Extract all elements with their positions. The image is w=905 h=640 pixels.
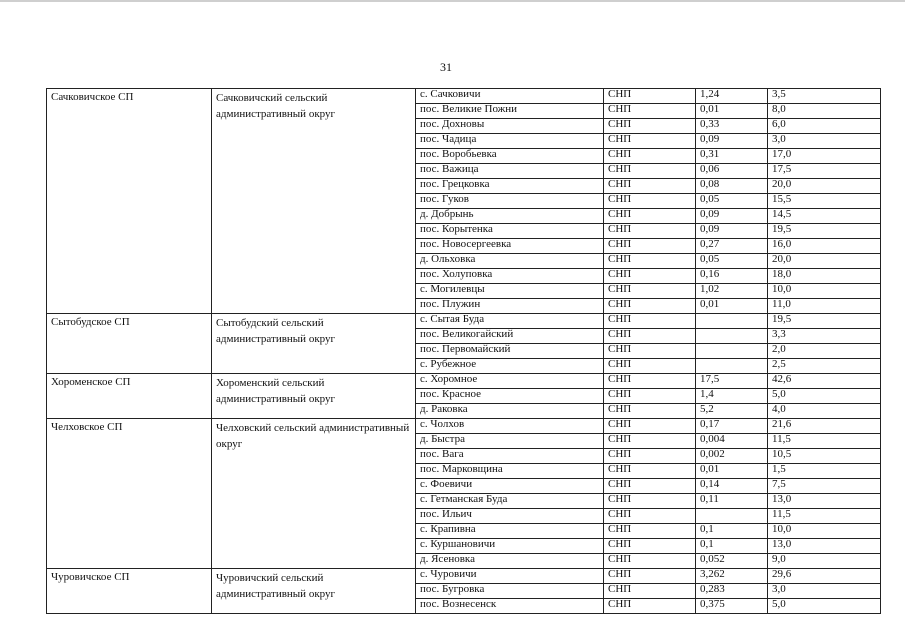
settlement-type-cell: СНП xyxy=(604,89,696,104)
settlement-type-cell: СНП xyxy=(604,374,696,389)
settlement-name-cell: с. Сытая Буда xyxy=(416,314,604,329)
district-name-cell: Хороменский сельский административный округ xyxy=(212,374,416,419)
value-2-cell: 15,5 xyxy=(768,194,881,209)
value-1-cell: 0,11 xyxy=(696,494,768,509)
sp-name-cell: Сытобудское СП xyxy=(47,314,212,374)
value-1-cell: 0,08 xyxy=(696,179,768,194)
settlement-type-cell: СНП xyxy=(604,254,696,269)
settlement-name-cell: с. Рубежное xyxy=(416,359,604,374)
settlement-name-cell: пос. Первомайский xyxy=(416,344,604,359)
settlement-name-cell: д. Ясеновка xyxy=(416,554,604,569)
settlement-name-cell: пос. Важица xyxy=(416,164,604,179)
value-1-cell: 0,375 xyxy=(696,599,768,614)
value-1-cell: 0,33 xyxy=(696,119,768,134)
table-row xyxy=(47,314,881,329)
district-name-cell: Челховский сельский административный округ xyxy=(212,419,416,569)
value-1-cell: 0,002 xyxy=(696,449,768,464)
value-1-cell xyxy=(696,329,768,344)
value-1-cell: 17,5 xyxy=(696,374,768,389)
value-2-cell: 13,0 xyxy=(768,539,881,554)
settlement-name-cell: пос. Великие Пожни xyxy=(416,104,604,119)
sp-name-cell: Хороменское СП xyxy=(47,374,212,419)
table-row xyxy=(47,374,881,389)
value-2-cell: 11,0 xyxy=(768,299,881,314)
settlement-name-cell: с. Чуровичи xyxy=(416,569,604,584)
settlement-type-cell: СНП xyxy=(604,449,696,464)
settlement-type-cell: СНП xyxy=(604,419,696,434)
value-2-cell: 3,0 xyxy=(768,584,881,599)
value-1-cell: 0,09 xyxy=(696,209,768,224)
settlement-name-cell: пос. Воробьевка xyxy=(416,149,604,164)
sp-name-cell: Челховское СП xyxy=(47,419,212,569)
settlement-type-cell: СНП xyxy=(604,404,696,419)
value-1-cell: 0,16 xyxy=(696,269,768,284)
settlement-name-cell: пос. Марковщина xyxy=(416,464,604,479)
value-1-cell: 0,01 xyxy=(696,104,768,119)
settlement-name-cell: пос. Ильич xyxy=(416,509,604,524)
settlement-type-cell: СНП xyxy=(604,329,696,344)
value-1-cell: 0,09 xyxy=(696,224,768,239)
settlement-type-cell: СНП xyxy=(604,179,696,194)
value-2-cell: 3,3 xyxy=(768,329,881,344)
value-1-cell xyxy=(696,509,768,524)
settlement-name-cell: пос. Вознесенск xyxy=(416,599,604,614)
settlement-type-cell: СНП xyxy=(604,239,696,254)
table-row xyxy=(47,419,881,434)
value-2-cell: 20,0 xyxy=(768,179,881,194)
settlement-name-cell: пос. Грецковка xyxy=(416,179,604,194)
settlement-name-cell: пос. Бугровка xyxy=(416,584,604,599)
settlement-name-cell: с. Крапивна xyxy=(416,524,604,539)
settlement-type-cell: СНП xyxy=(604,584,696,599)
district-name-cell: Сытобудский сельский административный округ xyxy=(212,314,416,374)
settlement-type-cell: СНП xyxy=(604,209,696,224)
settlement-type-cell: СНП xyxy=(604,344,696,359)
settlement-name-cell: пос. Вага xyxy=(416,449,604,464)
value-2-cell: 21,6 xyxy=(768,419,881,434)
value-2-cell: 18,0 xyxy=(768,269,881,284)
settlement-type-cell: СНП xyxy=(604,599,696,614)
value-1-cell: 0,27 xyxy=(696,239,768,254)
settlement-name-cell: пос. Плужин xyxy=(416,299,604,314)
settlement-name-cell: с. Чолхов xyxy=(416,419,604,434)
value-2-cell: 17,0 xyxy=(768,149,881,164)
value-2-cell: 3,0 xyxy=(768,134,881,149)
sp-name-cell: Чуровичское СП xyxy=(47,569,212,614)
district-name-cell: Сачковичский сельский административный округ xyxy=(212,89,416,314)
value-1-cell: 0,05 xyxy=(696,194,768,209)
settlement-type-cell: СНП xyxy=(604,359,696,374)
settlement-type-cell: СНП xyxy=(604,284,696,299)
value-1-cell: 0,052 xyxy=(696,554,768,569)
value-1-cell: 1,02 xyxy=(696,284,768,299)
settlement-type-cell: СНП xyxy=(604,134,696,149)
value-1-cell: 3,262 xyxy=(696,569,768,584)
settlement-type-cell: СНП xyxy=(604,434,696,449)
settlement-type-cell: СНП xyxy=(604,164,696,179)
value-2-cell: 9,0 xyxy=(768,554,881,569)
value-1-cell: 0,1 xyxy=(696,539,768,554)
settlement-name-cell: пос. Чадица xyxy=(416,134,604,149)
value-2-cell: 11,5 xyxy=(768,509,881,524)
value-1-cell: 0,31 xyxy=(696,149,768,164)
settlement-type-cell: СНП xyxy=(604,569,696,584)
value-1-cell: 5,2 xyxy=(696,404,768,419)
value-1-cell xyxy=(696,359,768,374)
settlement-name-cell: пос. Новосергеевка xyxy=(416,239,604,254)
settlement-name-cell: с. Сачковичи xyxy=(416,89,604,104)
settlement-type-cell: СНП xyxy=(604,494,696,509)
value-2-cell: 19,5 xyxy=(768,314,881,329)
settlement-name-cell: пос. Холуповка xyxy=(416,269,604,284)
value-1-cell: 0,1 xyxy=(696,524,768,539)
value-1-cell: 0,17 xyxy=(696,419,768,434)
settlement-type-cell: СНП xyxy=(604,119,696,134)
table-row xyxy=(47,569,881,584)
value-2-cell: 10,0 xyxy=(768,524,881,539)
value-1-cell: 0,09 xyxy=(696,134,768,149)
settlement-name-cell: с. Куршановичи xyxy=(416,539,604,554)
settlement-name-cell: с. Гетманская Буда xyxy=(416,494,604,509)
value-1-cell: 0,004 xyxy=(696,434,768,449)
settlement-name-cell: д. Добрынь xyxy=(416,209,604,224)
value-1-cell xyxy=(696,344,768,359)
settlement-name-cell: д. Раковка xyxy=(416,404,604,419)
value-1-cell: 0,05 xyxy=(696,254,768,269)
value-2-cell: 1,5 xyxy=(768,464,881,479)
value-2-cell: 5,0 xyxy=(768,599,881,614)
settlement-type-cell: СНП xyxy=(604,509,696,524)
settlement-type-cell: СНП xyxy=(604,299,696,314)
settlements-table-body xyxy=(47,89,881,614)
sp-name-cell: Сачковичское СП xyxy=(47,89,212,314)
value-2-cell: 11,5 xyxy=(768,434,881,449)
settlement-type-cell: СНП xyxy=(604,194,696,209)
settlement-type-cell: СНП xyxy=(604,314,696,329)
value-2-cell: 7,5 xyxy=(768,479,881,494)
value-2-cell: 20,0 xyxy=(768,254,881,269)
settlement-type-cell: СНП xyxy=(604,554,696,569)
settlement-type-cell: СНП xyxy=(604,464,696,479)
value-2-cell: 10,0 xyxy=(768,284,881,299)
settlement-type-cell: СНП xyxy=(604,149,696,164)
settlement-name-cell: д. Ольховка xyxy=(416,254,604,269)
value-2-cell: 19,5 xyxy=(768,224,881,239)
value-2-cell: 29,6 xyxy=(768,569,881,584)
page-top-edge xyxy=(0,0,905,2)
value-2-cell: 10,5 xyxy=(768,449,881,464)
value-2-cell: 2,5 xyxy=(768,359,881,374)
settlement-name-cell: с. Фоевичи xyxy=(416,479,604,494)
value-2-cell: 2,0 xyxy=(768,344,881,359)
value-2-cell: 16,0 xyxy=(768,239,881,254)
value-1-cell: 0,01 xyxy=(696,299,768,314)
table-row xyxy=(47,89,881,104)
value-2-cell: 5,0 xyxy=(768,389,881,404)
settlement-type-cell: СНП xyxy=(604,524,696,539)
value-1-cell xyxy=(696,314,768,329)
settlement-type-cell: СНП xyxy=(604,104,696,119)
value-2-cell: 42,6 xyxy=(768,374,881,389)
settlement-type-cell: СНП xyxy=(604,539,696,554)
settlement-name-cell: пос. Великогайский xyxy=(416,329,604,344)
settlement-type-cell: СНП xyxy=(604,389,696,404)
value-1-cell: 0,283 xyxy=(696,584,768,599)
settlement-name-cell: д. Быстра xyxy=(416,434,604,449)
settlements-table xyxy=(46,88,881,614)
page-number: 31 xyxy=(440,60,452,74)
settlement-name-cell: пос. Гуков xyxy=(416,194,604,209)
settlement-type-cell: СНП xyxy=(604,479,696,494)
value-1-cell: 0,01 xyxy=(696,464,768,479)
settlement-name-cell: пос. Красное xyxy=(416,389,604,404)
value-1-cell: 0,14 xyxy=(696,479,768,494)
settlement-name-cell: пос. Корытенка xyxy=(416,224,604,239)
value-2-cell: 6,0 xyxy=(768,119,881,134)
value-2-cell: 8,0 xyxy=(768,104,881,119)
settlement-type-cell: СНП xyxy=(604,269,696,284)
value-2-cell: 13,0 xyxy=(768,494,881,509)
value-2-cell: 4,0 xyxy=(768,404,881,419)
value-2-cell: 14,5 xyxy=(768,209,881,224)
value-1-cell: 0,06 xyxy=(696,164,768,179)
district-name-cell: Чуровичский сельский административный округ xyxy=(212,569,416,614)
value-2-cell: 17,5 xyxy=(768,164,881,179)
value-1-cell: 1,4 xyxy=(696,389,768,404)
settlement-type-cell: СНП xyxy=(604,224,696,239)
value-1-cell: 1,24 xyxy=(696,89,768,104)
settlement-name-cell: с. Могилевцы xyxy=(416,284,604,299)
settlement-name-cell: с. Хоромное xyxy=(416,374,604,389)
value-2-cell: 3,5 xyxy=(768,89,881,104)
settlement-name-cell: пос. Дохновы xyxy=(416,119,604,134)
